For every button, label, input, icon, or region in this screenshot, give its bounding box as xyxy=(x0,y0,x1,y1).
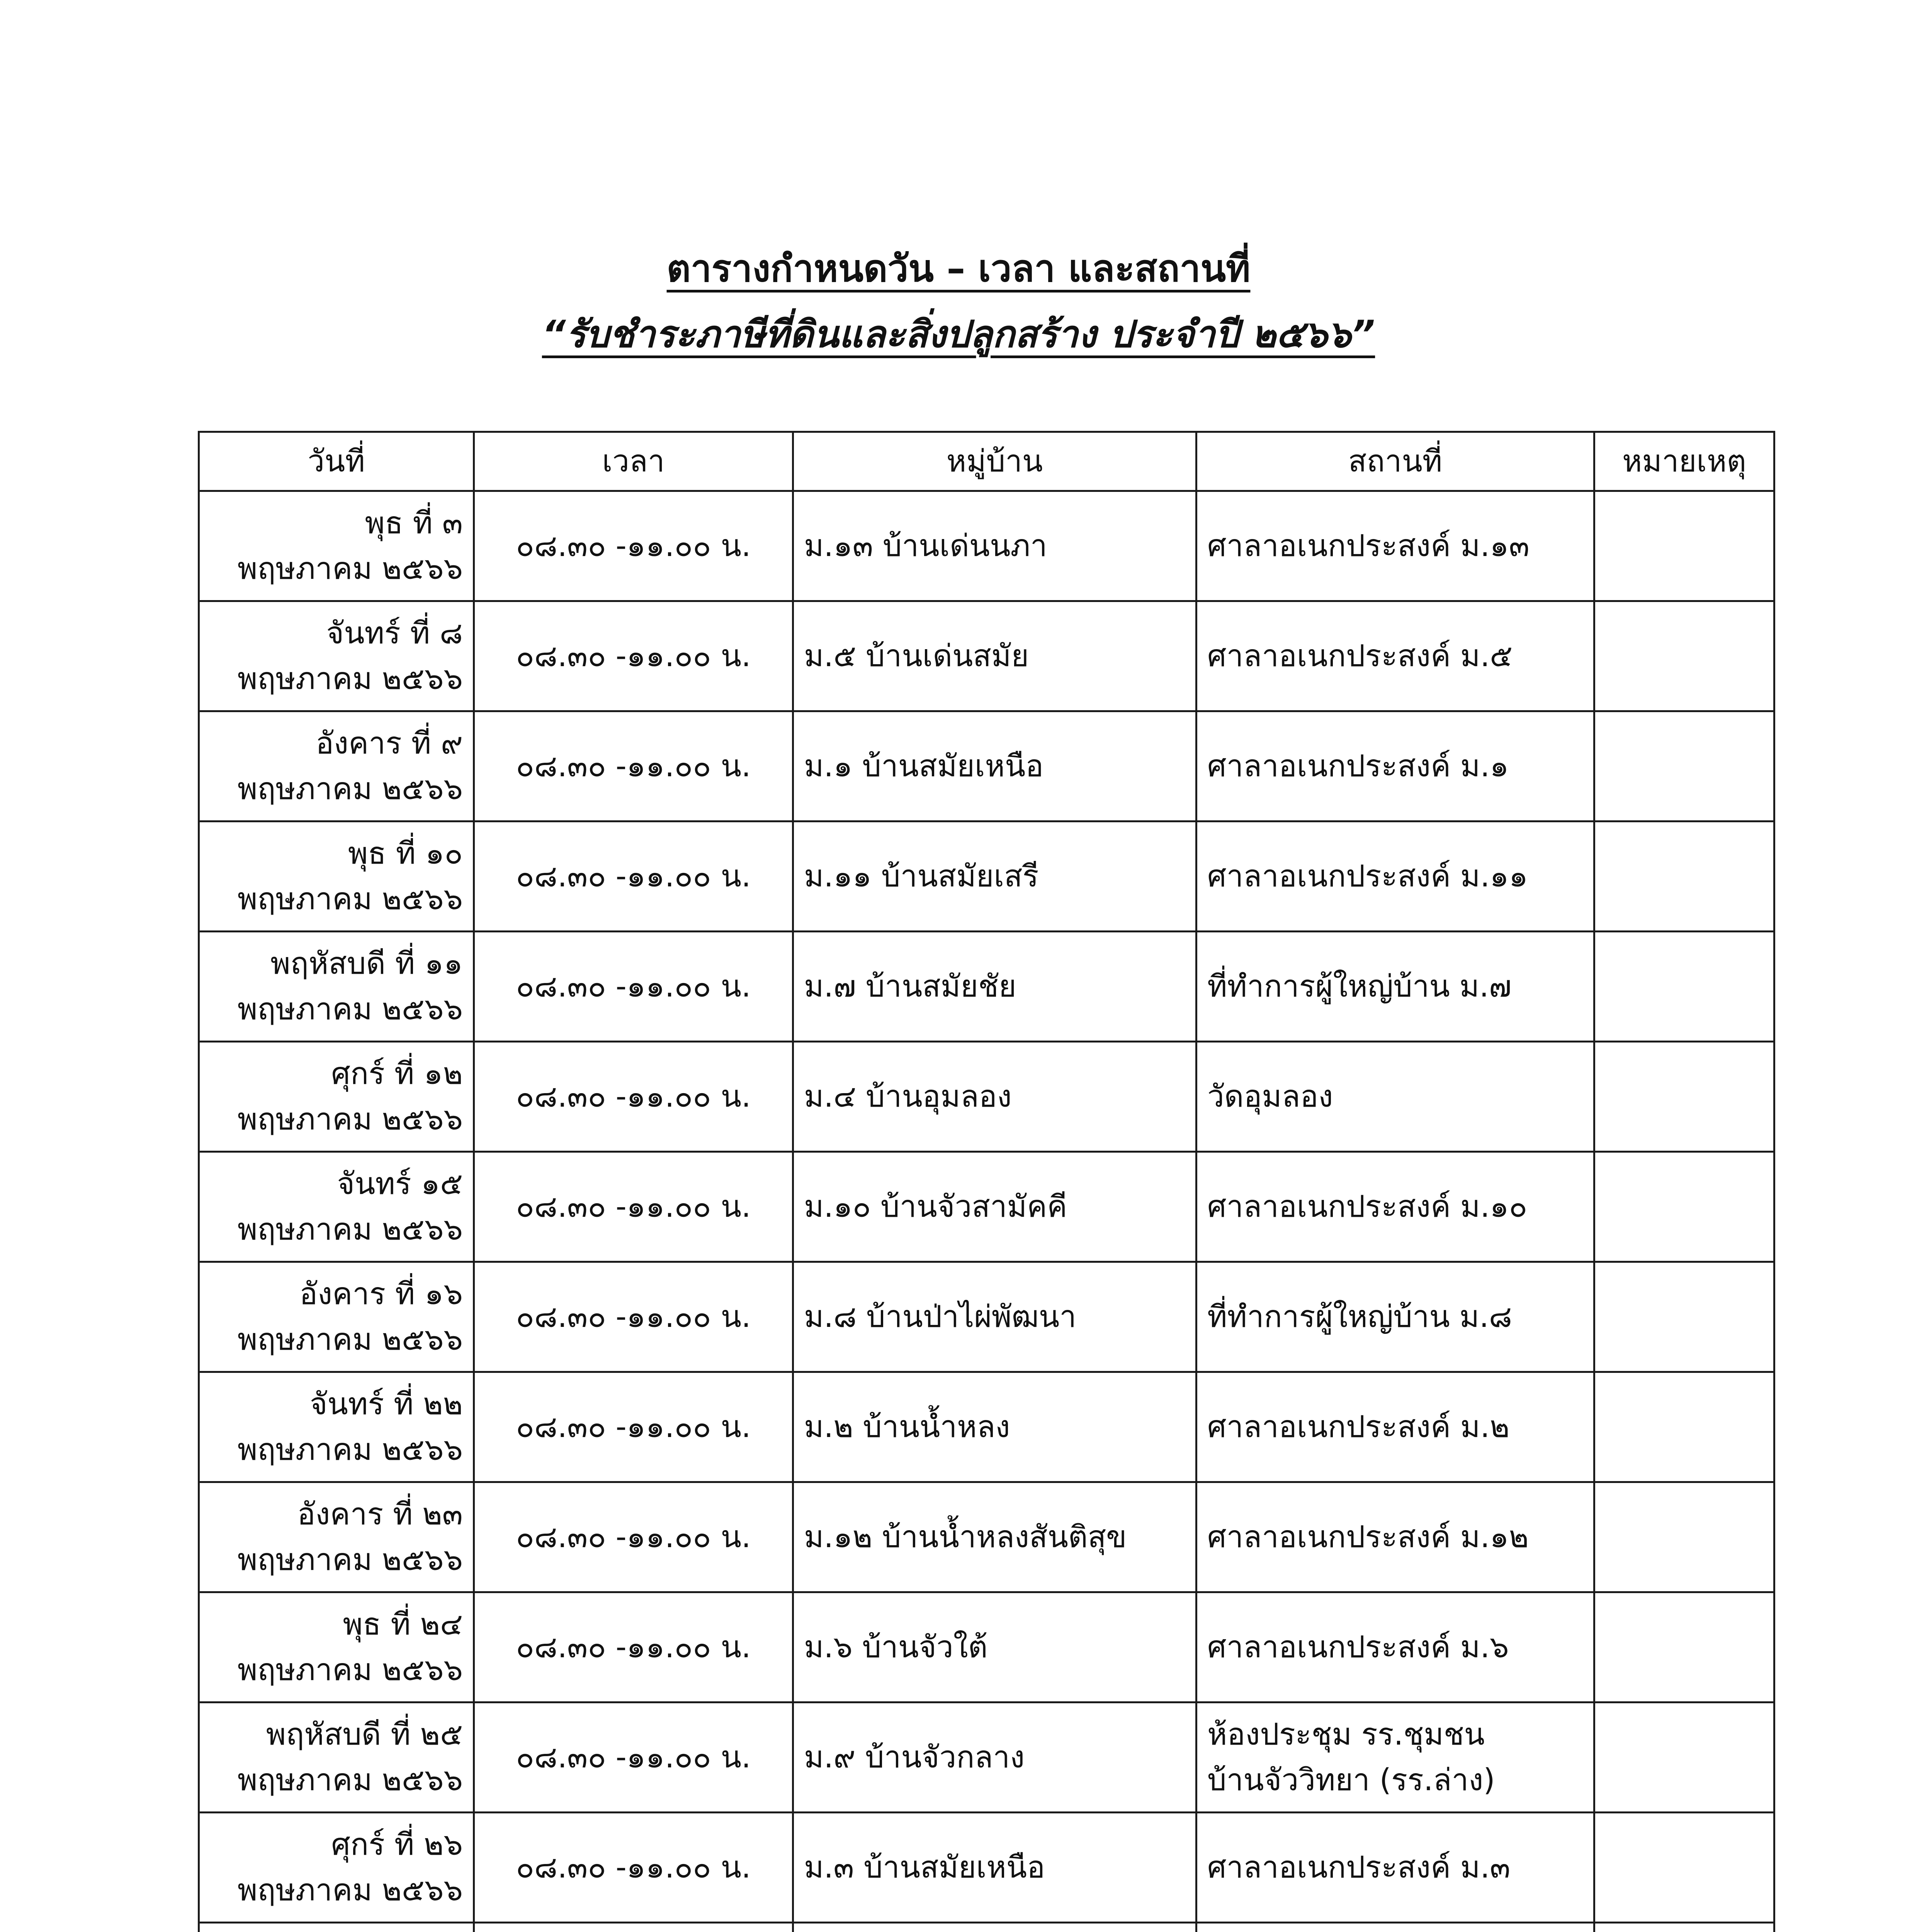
remark-cell xyxy=(1594,711,1774,821)
date-weekday: จันทร์ ๑๕ xyxy=(337,1167,463,1201)
date-weekday: ศุกร์ ที่ ๑๒ xyxy=(331,1056,463,1091)
date-cell xyxy=(199,1592,474,1702)
village-cell: ม.๕ บ้านเด่นสมัย xyxy=(793,601,1196,711)
place-cell xyxy=(1196,1042,1594,1152)
date-weekday: อังคาร ที่ ๒๓ xyxy=(297,1497,463,1532)
place-cell xyxy=(1196,1262,1594,1372)
place-cell xyxy=(1196,1482,1594,1592)
table-row xyxy=(199,711,1774,821)
date-month-year: พฤษภาคม ๒๕๖๖ xyxy=(237,1432,463,1467)
place-cell xyxy=(1196,1702,1594,1813)
time-cell: ๐๘.๓๐ -๑๑.๐๐ น. xyxy=(474,1592,793,1702)
date-month-year: พฤษภาคม ๒๕๖๖ xyxy=(237,992,463,1027)
village-cell: ม.๑๑ บ้านสมัยเสรี xyxy=(793,821,1196,932)
place-line-1: ศาลาอเนกประสงค์ ม.๑๓ xyxy=(1207,529,1530,563)
date-cell xyxy=(199,1702,474,1813)
table-row xyxy=(199,1372,1774,1482)
header-date: วันที่ xyxy=(199,432,474,491)
village-cell: ม.๒ บ้านน้ำหลง xyxy=(793,1372,1196,1482)
title-block xyxy=(0,236,1917,367)
header-time: เวลา xyxy=(474,432,793,491)
date-cell xyxy=(199,1813,474,1923)
remark-cell xyxy=(1594,1152,1774,1262)
place-line-1: ที่ทำการผู้ใหญ่บ้าน ม.๘ xyxy=(1207,1299,1513,1334)
date-cell xyxy=(199,1372,474,1482)
time-cell: ๐๘.๓๐ -๑๑.๐๐ น. xyxy=(474,491,793,601)
remark-cell xyxy=(1594,1813,1774,1923)
tax-schedule-table xyxy=(198,431,1775,1932)
village-cell: ม.๙ บ้านจัวกลาง xyxy=(793,1702,1196,1813)
time-cell: ๐๘.๓๐ -๑๑.๐๐ น. xyxy=(474,1042,793,1152)
time-cell: ๐๘.๓๐ -๑๑.๐๐ น. xyxy=(474,932,793,1042)
date-month-year: พฤษภาคม ๒๕๖๖ xyxy=(237,1763,463,1798)
table-row xyxy=(199,491,1774,601)
village-cell: ม.๑๒ บ้านน้ำหลงสันติสุข xyxy=(793,1482,1196,1592)
remark-cell xyxy=(1594,1702,1774,1813)
date-weekday: พุธ ที่ ๑๐ xyxy=(348,836,463,871)
date-cell xyxy=(199,1042,474,1152)
place-line-1: ศาลาอเนกประสงค์ ม.๒ xyxy=(1207,1410,1510,1444)
table-row xyxy=(199,1592,1774,1702)
village-cell: ม.๗ บ้านสมัยชัย xyxy=(793,932,1196,1042)
remark-cell xyxy=(1594,1262,1774,1372)
empty-cell xyxy=(474,1923,793,1932)
remark-cell xyxy=(1594,932,1774,1042)
date-weekday: พฤหัสบดี ที่ ๒๕ xyxy=(266,1717,463,1752)
date-cell xyxy=(199,1482,474,1592)
date-weekday: ศุกร์ ที่ ๒๖ xyxy=(331,1827,463,1862)
table-row xyxy=(199,1152,1774,1262)
remark-cell xyxy=(1594,601,1774,711)
date-month-year: พฤษภาคม ๒๕๖๖ xyxy=(237,1102,463,1137)
village-cell: ม.๑๐ บ้านจัวสามัคคี xyxy=(793,1152,1196,1262)
village-cell: ม.๖ บ้านจัวใต้ xyxy=(793,1592,1196,1702)
place-cell xyxy=(1196,711,1594,821)
place-line-1: ศาลาอเนกประสงค์ ม.๑๒ xyxy=(1207,1520,1529,1554)
place-line-1: ศาลาอเนกประสงค์ ม.๖ xyxy=(1207,1630,1509,1665)
place-line-1: ห้องประชุม รร.ชุมชน xyxy=(1207,1717,1485,1752)
place-line-1: ศาลาอเนกประสงค์ ม.๕ xyxy=(1207,639,1513,673)
empty-cell xyxy=(1196,1923,1594,1932)
remark-cell xyxy=(1594,821,1774,932)
table-row xyxy=(199,1702,1774,1813)
village-cell: ม.๑๓ บ้านเด่นนภา xyxy=(793,491,1196,601)
time-cell: ๐๘.๓๐ -๑๑.๐๐ น. xyxy=(474,1372,793,1482)
village-cell: ม.๘ บ้านป่าไผ่พัฒนา xyxy=(793,1262,1196,1372)
time-cell: ๐๘.๓๐ -๑๑.๐๐ น. xyxy=(474,1262,793,1372)
date-month-year: พฤษภาคม ๒๕๖๖ xyxy=(237,1543,463,1577)
date-weekday: จันทร์ ที่ ๒๒ xyxy=(309,1387,463,1422)
header-village: หมู่บ้าน xyxy=(793,432,1196,491)
remark-cell xyxy=(1594,1482,1774,1592)
time-cell: ๐๘.๓๐ -๑๑.๐๐ น. xyxy=(474,711,793,821)
place-cell xyxy=(1196,1592,1594,1702)
date-cell xyxy=(199,1262,474,1372)
place-line-1: ศาลาอเนกประสงค์ ม.๑๐ xyxy=(1207,1189,1528,1224)
village-cell: ม.๑ บ้านสมัยเหนือ xyxy=(793,711,1196,821)
date-weekday: จันทร์ ที่ ๘ xyxy=(326,616,463,651)
place-cell xyxy=(1196,1813,1594,1923)
remark-cell xyxy=(1594,1592,1774,1702)
date-weekday: พุธ ที่ ๒๔ xyxy=(343,1607,463,1642)
place-line-1: ศาลาอเนกประสงค์ ม.๑๑ xyxy=(1207,859,1528,894)
remark-cell xyxy=(1594,1042,1774,1152)
date-cell xyxy=(199,491,474,601)
date-weekday: พุธ ที่ ๓ xyxy=(365,506,463,541)
header-place: สถานที่ xyxy=(1196,432,1594,491)
place-cell xyxy=(1196,932,1594,1042)
date-cell xyxy=(199,711,474,821)
date-weekday: อังคาร ที่ ๑๖ xyxy=(299,1277,463,1311)
empty-cell xyxy=(199,1923,474,1932)
place-cell xyxy=(1196,1152,1594,1262)
place-line-1: ศาลาอเนกประสงค์ ม.๓ xyxy=(1207,1850,1511,1885)
table-row xyxy=(199,1262,1774,1372)
table-row xyxy=(199,932,1774,1042)
place-cell xyxy=(1196,1372,1594,1482)
table-row-empty xyxy=(199,1923,1774,1932)
time-cell: ๐๘.๓๐ -๑๑.๐๐ น. xyxy=(474,601,793,711)
place-cell xyxy=(1196,491,1594,601)
remark-cell xyxy=(1594,491,1774,601)
date-month-year: พฤษภาคม ๒๕๖๖ xyxy=(237,772,463,806)
date-cell xyxy=(199,821,474,932)
table-header-row xyxy=(199,432,1774,491)
table-body xyxy=(199,491,1774,1932)
date-month-year: พฤษภาคม ๒๕๖๖ xyxy=(237,882,463,917)
time-cell: ๐๘.๓๐ -๑๑.๐๐ น. xyxy=(474,821,793,932)
date-month-year: พฤษภาคม ๒๕๖๖ xyxy=(237,1873,463,1908)
date-month-year: พฤษภาคม ๒๕๖๖ xyxy=(237,662,463,696)
table-row xyxy=(199,1482,1774,1592)
place-line-1: วัดอุมลอง xyxy=(1207,1079,1333,1114)
time-cell: ๐๘.๓๐ -๑๑.๐๐ น. xyxy=(474,1702,793,1813)
place-line-1: ที่ทำการผู้ใหญ่บ้าน ม.๗ xyxy=(1207,969,1512,1004)
date-cell xyxy=(199,932,474,1042)
place-cell xyxy=(1196,601,1594,711)
empty-cell xyxy=(793,1923,1196,1932)
date-weekday: อังคาร ที่ ๙ xyxy=(316,726,463,761)
date-cell xyxy=(199,1152,474,1262)
date-month-year: พฤษภาคม ๒๕๖๖ xyxy=(237,551,463,586)
village-cell: ม.๓ บ้านสมัยเหนือ xyxy=(793,1813,1196,1923)
place-line-1: ศาลาอเนกประสงค์ ม.๑ xyxy=(1207,749,1509,784)
table-row xyxy=(199,821,1774,932)
time-cell: ๐๘.๓๐ -๑๑.๐๐ น. xyxy=(474,1813,793,1923)
date-month-year: พฤษภาคม ๒๕๖๖ xyxy=(237,1653,463,1687)
place-cell xyxy=(1196,821,1594,932)
village-cell: ม.๔ บ้านอุมลอง xyxy=(793,1042,1196,1152)
table-row xyxy=(199,1042,1774,1152)
date-cell xyxy=(199,601,474,711)
table-row xyxy=(199,601,1774,711)
place-line-2: บ้านจัววิทยา (รร.ล่าง) xyxy=(1207,1763,1495,1798)
date-weekday: พฤหัสบดี ที่ ๑๑ xyxy=(270,946,463,981)
date-month-year: พฤษภาคม ๒๕๖๖ xyxy=(237,1322,463,1357)
table-row xyxy=(199,1813,1774,1923)
time-cell: ๐๘.๓๐ -๑๑.๐๐ น. xyxy=(474,1152,793,1262)
time-cell: ๐๘.๓๐ -๑๑.๐๐ น. xyxy=(474,1482,793,1592)
date-month-year: พฤษภาคม ๒๕๖๖ xyxy=(237,1212,463,1247)
page-title: ตารางกำหนดวัน – เวลา และสถานที่ xyxy=(666,247,1251,290)
header-remark: หมายเหตุ xyxy=(1594,432,1774,491)
page-subtitle: “รับชำระภาษีที่ดินและสิ่งปลูกสร้าง ประจำปี ๒๕๖๖” xyxy=(542,313,1375,356)
remark-cell xyxy=(1594,1372,1774,1482)
empty-cell xyxy=(1594,1923,1774,1932)
